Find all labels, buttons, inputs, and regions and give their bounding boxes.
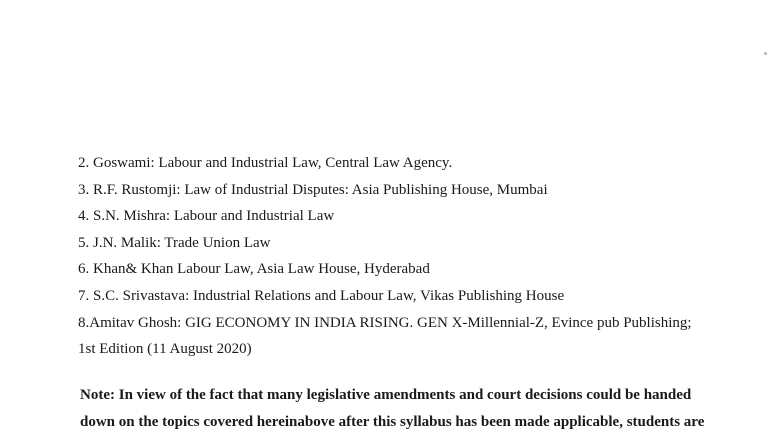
reference-item: 4. S.N. Mishra: Labour and Industrial Law (78, 208, 335, 225)
reference-list (78, 150, 758, 363)
reference-item: 5. J.N. Malik: Trade Union Law (78, 234, 271, 251)
reference-item: 3. R.F. Rustomji: Law of Industrial Disputes: Asia Publishing House, Mumbai (78, 181, 548, 198)
note-line: Note: In view of the fact that many legislative amendments and court decisions could be handed (80, 387, 692, 403)
scan-speck (764, 52, 767, 55)
reference-item: 8.Amitav Ghosh: GIG ECONOMY IN INDIA RISING. GEN X-Millennial-Z, Evince pub Publishing; (78, 314, 692, 331)
reference-item: 7. S.C. Srivastava: Industrial Relations and Labour Law, Vikas Publishing House (78, 287, 565, 304)
reference-item-continuation: 1st Edition (11 August 2020) (78, 341, 252, 358)
note-line: down on the topics covered hereinabove after this syllabus has been made applicable, students are (80, 414, 705, 430)
note-paragraph (80, 382, 720, 436)
reference-item: 2. Goswami: Labour and Industrial Law, Central Law Agency. (78, 155, 453, 171)
reference-item: 6. Khan& Khan Labour Law, Asia Law House, Hyderabad (78, 261, 430, 278)
